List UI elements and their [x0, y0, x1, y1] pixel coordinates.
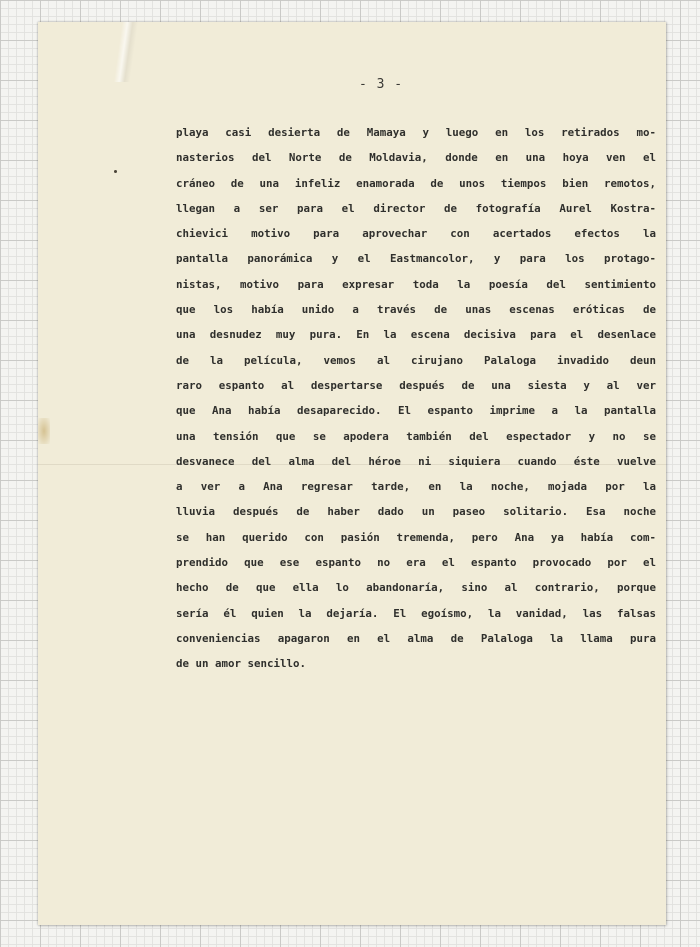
text-line: raro espanto al despertarse después de una siesta y al ver: [176, 378, 656, 392]
text-line: sería él quien la dejaría. El egoísmo, la vanidad, las falsas: [176, 606, 656, 620]
text-line: conveniencias apagaron en el alma de Palaloga la llama pura: [176, 631, 656, 645]
text-line: pantalla panorámica y el Eastmancolor, y para los protago-: [176, 252, 656, 266]
text-line: que Ana había desaparecido. El espanto imprime a la pantalla: [176, 404, 656, 418]
paper-stain: [38, 418, 50, 444]
text-line: llegan a ser para el director de fotografía Aurel Kostra-: [176, 201, 656, 215]
text-line: cráneo de una infeliz enamorada de unos tiempos bien remotos,: [176, 176, 656, 190]
text-line: lluvia después de haber dado un paseo solitario. Esa noche: [176, 505, 656, 519]
ink-speck: [114, 170, 117, 173]
text-line: una desnudez muy pura. En la escena decisiva para el desenlace: [176, 328, 656, 342]
text-line: playa casi desierta de Mamaya y luego en los retirados mo-: [176, 126, 656, 139]
text-line: prendido que ese espanto no era el espanto provocado por el: [176, 556, 656, 570]
text-line: de un amor sencillo.: [176, 657, 307, 671]
text-line: chievici motivo para aprovechar con acertados efectos la: [176, 227, 656, 241]
paper-crease: [114, 22, 138, 82]
text-line: se han querido con pasión tremenda, pero Ana ya había com-: [176, 530, 656, 544]
text-line: nasterios del Norte de Moldavia, donde en una hoya ven el: [176, 151, 656, 165]
paper-sheet: [38, 22, 666, 925]
text-line: una tensión que se apodera también del espectador y no se: [176, 429, 656, 443]
text-line: que los había unido a través de unas escenas eróticas de: [176, 303, 656, 317]
text-line: de la película, vemos al cirujano Palaloga invadido deun: [176, 353, 656, 367]
text-line: nistas, motivo para expresar toda la poesía del sentimiento: [176, 277, 656, 291]
page-number: - 3 -: [359, 77, 404, 92]
text-line: a ver a Ana regresar tarde, en la noche, mojada por la: [176, 480, 656, 494]
text-line: desvanece del alma del héroe ni siquiera cuando éste vuelve: [176, 454, 656, 468]
text-line: hecho de que ella lo abandonaría, sino al contrario, porque: [176, 581, 656, 595]
typed-body-text: [176, 120, 656, 677]
